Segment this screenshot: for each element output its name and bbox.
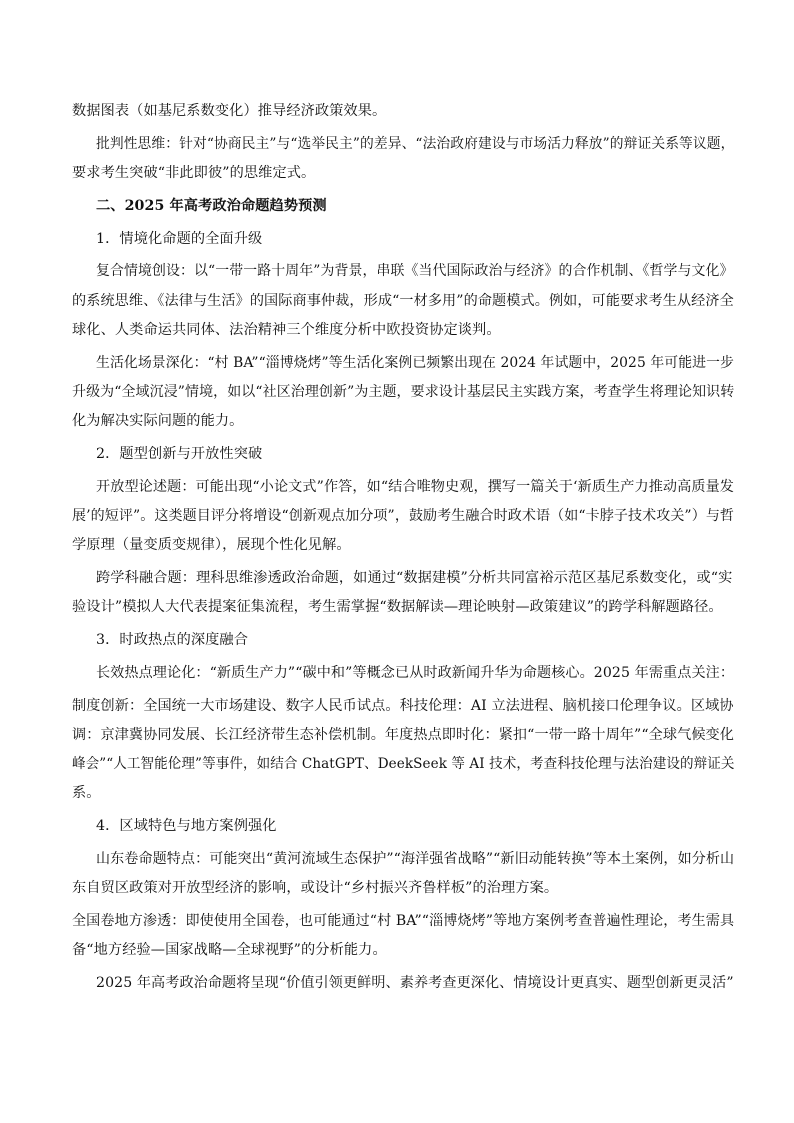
- paragraph-line: 峰会”“人工智能伦理”等事件，如结合 ChatGPT、DeekSeek 等 AI 技术，考查科技伦理与法治建设的辩证关: [72, 756, 735, 772]
- paragraph-line: 长效热点理论化：“新质生产力”“碳中和”等概念已从时政新闻升华为命题核心。2025 年需重点关注：: [96, 665, 735, 681]
- paragraph-line: 2025 年高考政治命题将呈现“价值引领更鲜明、素养考查更深化、情境设计更真实、题型创新更灵活”: [96, 975, 734, 991]
- paragraph-line: 生活化场景深化：“村 BA”“淄博烧烤”等生活化案例已频繁出现在 2024 年试题中，2025 年可能进一步: [96, 355, 734, 371]
- subsection-heading: 2．题型创新与开放性突破: [96, 446, 263, 462]
- paragraph-line: 开放型论述题：可能出现“小论文式”作答，如“结合唯物史观，撰写一篇关于‘新质生产力推动高质量发: [96, 479, 735, 495]
- paragraph-line: 山东卷命题特点：可能突出“黄河流域生态保护”“海洋强省战略”“新旧动能转换”等本土案例，如分析山: [96, 851, 735, 867]
- paragraph-line: 复合情境创设：以“一带一路十周年”为背景，串联《当代国际政治与经济》的合作机制、《哲学与文化》: [96, 263, 734, 279]
- paragraph-line: 全国卷地方渗透：即使使用全国卷，也可能通过“村 BA”“淄博烧烤”等地方案例考查普遍性理论，考生需具: [72, 913, 735, 929]
- paragraph-line: 化为解决实际问题的能力。: [72, 413, 244, 429]
- section-heading: 二、2025 年高考政治命题趋势预测: [96, 198, 327, 214]
- paragraph-line: 东自贸区政策对开放型经济的影响，或设计“乡村振兴齐鲁样板”的治理方案。: [72, 880, 559, 896]
- paragraph-line: 球化、人类命运共同体、法治精神三个维度分析中欧投资协定谈判。: [72, 322, 501, 338]
- paragraph-line: 的系统思维、《法律与生活》的国际商事仲裁，形成“一材多用”的命题模式。例如，可能要求考生从经济全: [72, 293, 734, 309]
- paragraph-line: 跨学科融合题：理科思维渗透政治命题，如通过“数据建模”分析共同富裕示范区基尼系数变化，或“实: [96, 570, 733, 586]
- paragraph-line: 备“地方经验—国家战略—全球视野”的分析能力。: [72, 942, 387, 958]
- paragraph-line: 调：京津冀协同发展、长江经济带生态补偿机制。年度热点即时化：紧扣“一带一路十周年”“全球气候变化: [72, 727, 735, 743]
- subsection-heading: 1．情境化命题的全面升级: [96, 231, 263, 247]
- subsection-heading: 3．时政热点的深度融合: [96, 632, 249, 648]
- paragraph-line: 制度创新：全国统一大市场建设、数字人民币试点。科技伦理：AI 立法进程、脑机接口伦理争议。区域协: [72, 698, 734, 714]
- paragraph-line: 数据图表（如基尼系数变化）推导经济政策效果。: [72, 103, 387, 119]
- paragraph-line: 升级为“全域沉浸”情境，如以“社区治理创新”为主题，要求设计基层民主实践方案，考查学生将理论知识转: [72, 384, 735, 400]
- paragraph-line: 学原理（量变质变规律），展现个性化见解。: [72, 537, 351, 553]
- paragraph-line: 系。: [72, 785, 101, 801]
- subsection-heading: 4．区域特色与地方案例强化: [96, 818, 277, 834]
- paragraph-line: 批判性思维：针对“协商民主”与“选举民主”的差异、“法治政府建设与市场活力释放”的辩证关系等议题，: [96, 136, 735, 152]
- paragraph-line: 验设计”模拟人大代表提案征集流程，考生需掌握“数据解读—理论映射—政策建议”的跨学科解题路径。: [72, 599, 723, 615]
- paragraph-line: 展’的短评”。这类题目评分将增设“创新观点加分项”，鼓励考生融合时政术语（如“卡脖子技术攻关”）与哲: [72, 508, 735, 524]
- paragraph-line: 要求考生突破“非此即彼”的思维定式。: [72, 165, 316, 181]
